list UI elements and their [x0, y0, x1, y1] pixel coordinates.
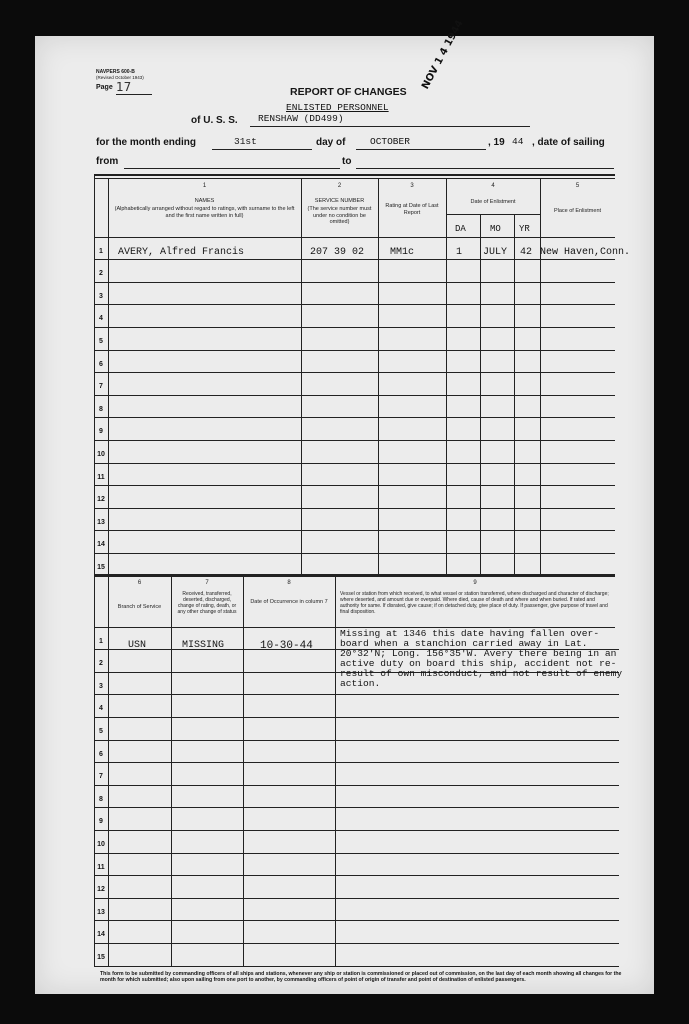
bottom-table-row-number: 12: [97, 886, 105, 894]
date-subheader-mo: MO: [490, 224, 501, 234]
top-table-row-number: 11: [97, 473, 105, 481]
month-label: for the month ending: [96, 137, 196, 148]
ship-label: of U. S. S.: [191, 115, 238, 126]
entry-remarks-line: active duty on board this ship, accident not re-: [340, 658, 617, 669]
col8-title: Date of Occurrence in column 7: [250, 599, 328, 605]
top-table-row-number: 14: [97, 541, 105, 549]
col3-title: Rating at Date of Last Report: [385, 203, 439, 216]
entry-enlist-month: JULY: [483, 247, 508, 258]
bottom-table-row-number: 6: [99, 750, 103, 758]
day-label: day of: [316, 137, 346, 148]
form-code: NAVPERS 600-B: [96, 69, 135, 75]
to-label: to: [342, 156, 352, 167]
top-table-row-number: 6: [99, 360, 103, 368]
form-revised: (Revised October 1943): [96, 75, 144, 80]
col1-title: NAMES: [194, 198, 215, 204]
col5-title: Place of Enlistment: [553, 208, 602, 214]
bottom-table-row-number: 15: [97, 954, 105, 961]
entry-status: MISSING: [182, 640, 225, 651]
bottom-table-row-number: 3: [99, 682, 103, 690]
page-subtitle: ENLISTED PERSONNEL: [286, 102, 389, 113]
entry-occurrence-date: 10-30-44: [260, 640, 313, 652]
document-page: [35, 36, 654, 994]
entry-enlist-place: New Haven,Conn.: [540, 247, 631, 258]
entry-remarks-line: result of own misconduct, and not result of enemy: [340, 668, 623, 679]
top-table-row-number: 8: [99, 405, 103, 413]
col8-number: 8: [287, 580, 291, 586]
entry-service-number: 207 39 02: [310, 247, 365, 258]
entry-remarks-line: action.: [340, 678, 381, 689]
col1-number: 1: [202, 183, 207, 189]
col6-title: Branch of Service: [117, 604, 162, 610]
top-table-row-number: 10: [97, 451, 105, 458]
entry-enlist-year: 42: [520, 247, 533, 258]
top-table-row-number: 9: [99, 428, 103, 436]
top-table-row-number: 13: [97, 518, 105, 526]
bottom-table-row-number: 2: [99, 660, 103, 668]
top-table-row-number: 12: [97, 496, 105, 504]
bottom-table-row-number: 11: [97, 863, 105, 871]
top-table-row-number: 1: [99, 247, 103, 255]
entry-enlist-day: 1: [456, 247, 463, 258]
col2-title: SERVICE NUMBER: [314, 198, 365, 204]
col2-number: 2: [337, 183, 342, 189]
top-table-row-number: 3: [99, 292, 103, 300]
col9-number: 9: [473, 580, 477, 586]
footer-note: This form to be submitted by commanding officers of all ships and stations, whenever any ship or station is commissioned or placed out of commission, on the last day of each month showing all changes for the month for which submitted; also upon sailing from one port to another, by commanding officers of point of origin of transfer and point of destination of enlisted passengers.: [100, 971, 622, 984]
top-table-row-number: 2: [99, 270, 103, 278]
col7-title: Received, transferred, deserted, discharged, change of rating, death, or any other change of status: [177, 591, 237, 615]
col6-number: 6: [137, 580, 142, 586]
ship-name: RENSHAW (DD499): [258, 113, 344, 124]
day-value: 31st: [234, 136, 257, 147]
col9-title: Vessel or station from which received, to what vessel or station transferred, where discharged and character of discharge; where deserted, and amount due or overpaid. Where died, cause of death and where and when buried. If rated and authority for same. If disrated, give cause; if on detached duty, give place of duty. If passenger, give purpose of travel and final disposition.: [340, 591, 609, 615]
received-stamp: NOV 1 4 1944: [420, 18, 466, 92]
col4-number: 4: [491, 183, 495, 189]
col5-number: 5: [575, 183, 580, 189]
bottom-table-row-number: 9: [99, 818, 103, 826]
page-number: 17: [116, 80, 152, 95]
bottom-table-row-number: 7: [99, 773, 103, 781]
bottom-table-row-number: 1: [99, 637, 103, 645]
bottom-table-row-number: 14: [97, 931, 105, 939]
col1-note: (Alphabetically arranged without regard to ratings, with surname to the left and the first name written in full): [114, 206, 295, 219]
entry-rating: MM1c: [390, 247, 415, 258]
col2-note: (The service number must under no condition be omitted): [307, 206, 372, 225]
month-value: OCTOBER: [370, 136, 410, 147]
col7-number: 7: [205, 580, 209, 586]
top-table-row-number: 5: [99, 338, 103, 345]
date-subheader-da: DA: [455, 224, 466, 234]
year-prefix: , 19: [488, 137, 505, 148]
bottom-table-row-number: 8: [99, 795, 103, 803]
entry-remarks-line: 20°32'N; Long. 156°35'W. Avery there being in an: [340, 648, 617, 659]
entry-name: AVERY, Alfred Francis: [118, 247, 245, 258]
bottom-table-row-number: 5: [99, 728, 103, 735]
col4-title: Date of Enlistment: [470, 199, 516, 205]
entry-remarks-line: board when a stanchion carried away in Lat.: [340, 638, 588, 649]
top-table-row-number: 4: [99, 315, 103, 323]
year-value: 44: [512, 136, 524, 147]
entry-remarks-line: Missing at 1346 this date having fallen over-: [340, 628, 600, 639]
bottom-table-row-number: 4: [99, 705, 103, 713]
bottom-table-row-number: 10: [97, 841, 105, 848]
entry-branch: USN: [128, 640, 147, 651]
col3-number: 3: [410, 183, 414, 189]
sailing-label: , date of sailing: [532, 137, 605, 148]
page-title: REPORT OF CHANGES: [290, 86, 407, 98]
page-label: Page: [96, 84, 113, 91]
top-table-row-number: 15: [97, 564, 105, 571]
bottom-table-row-number: 13: [97, 908, 105, 916]
from-label: from: [96, 156, 119, 167]
date-subheader-yr: YR: [519, 224, 530, 234]
top-table-row-number: 7: [99, 383, 103, 391]
